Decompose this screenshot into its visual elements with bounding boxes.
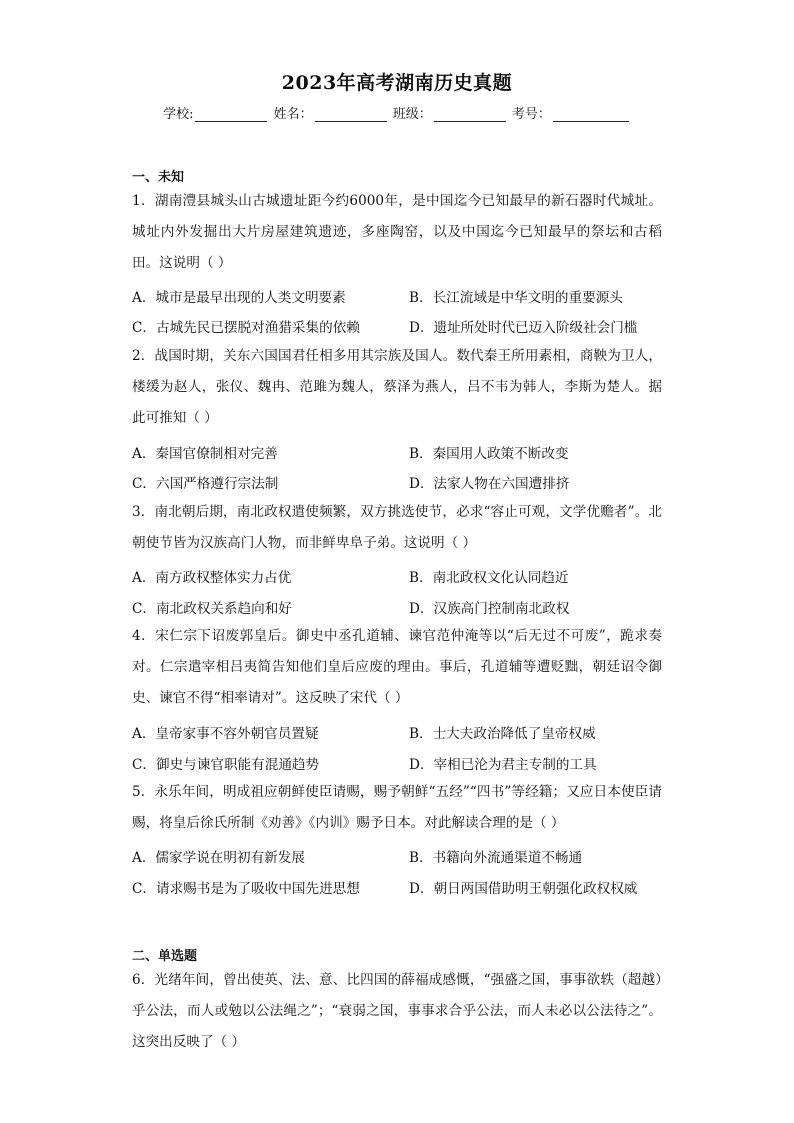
option-row xyxy=(132,472,692,492)
option-d[interactable]: D．遗址所处时代已迈入阶级社会门槛 xyxy=(409,320,638,336)
exam-number-label: 考号： xyxy=(511,107,551,122)
section-title-unknown: 一、未知 xyxy=(132,170,185,185)
page-title: 2023年高考湖南历史真题 xyxy=(281,72,513,94)
question-stem: 1．湖南澧县城头山古城遗址距今约6000年，是中国迄今已知最早的新石器时代城址。城址内外发掘出大片房屋建筑遗迹，多座陶窑，以及中国迄今已知最早的祭坛和古稻田。这说明（ ） xyxy=(132,193,662,271)
class-label: 班级： xyxy=(392,107,432,122)
option-a[interactable]: A．皇帝家事不容外朝官员置疑 xyxy=(132,726,319,742)
option-row xyxy=(132,286,692,306)
section-title-single-choice: 二、单选题 xyxy=(132,949,198,964)
option-d[interactable]: D．汉族高门控制南北政权 xyxy=(409,601,570,617)
option-a[interactable]: A．秦国官僚制相对完善 xyxy=(132,446,278,462)
option-b[interactable]: B．书籍向外流通渠道不畅通 xyxy=(409,850,583,866)
option-row xyxy=(132,722,692,742)
option-a[interactable]: A．儒家学说在明初有新发展 xyxy=(132,850,305,866)
class-blank[interactable] xyxy=(434,109,506,122)
option-b[interactable]: B．南北政权文化认同趋近 xyxy=(409,570,569,586)
option-a[interactable]: A．南方政权整体实力占优 xyxy=(132,570,292,586)
name-blank[interactable] xyxy=(315,109,387,122)
option-b[interactable]: B．秦国用人政策不断改变 xyxy=(409,446,569,462)
option-b[interactable]: B．长江流域是中华文明的重要源头 xyxy=(409,290,623,306)
question-stem: 4．宋仁宗下诏废郭皇后。御史中丞孔道辅、谏官范仲淹等以“后无过不可废”，跪求奏对。仁宗遣宰相吕夷简告知他们皇后应废的理由。事后，孔道辅等遭贬黜，朝廷诏令御史、谏官不得“相率请对”。这反映了宋代（ ） xyxy=(132,628,662,706)
option-row xyxy=(132,877,692,897)
option-row xyxy=(132,316,692,336)
option-c[interactable]: C．六国严格遵行宗法制 xyxy=(132,476,279,492)
question-stem: 3．南北朝后期，南北政权遣使频繁，双方挑选使节，必求“容止可观，文学优赡者”。北朝使节皆为汉族高门人物，而非鲜卑阜子弟。这说明（ ） xyxy=(132,504,662,551)
question-stem: 2．战国时期，关东六国国君任相多用其宗族及国人。数代秦王所用素相，商鞅为卫人，楼缓为赵人，张仪、魏冉、范雎为魏人，蔡泽为燕人，吕不韦为韩人，李斯为楚人。据此可推知（ ） xyxy=(132,348,662,426)
school-label: 学校: xyxy=(163,107,194,122)
school-blank[interactable] xyxy=(195,109,267,122)
option-d[interactable]: D．朝日两国借助明王朝强化政权权威 xyxy=(409,881,638,897)
option-row xyxy=(132,442,692,462)
option-a[interactable]: A．城市是最早出现的人类文明要素 xyxy=(132,290,346,306)
student-info-row xyxy=(0,103,794,122)
option-c[interactable]: C．御史与谏官职能有混通趋势 xyxy=(132,757,320,773)
option-row xyxy=(132,566,692,586)
question-stem: 5．永乐年间，明成祖应朝鲜使臣请赐，赐予朝鲜“五经”“四书”等经籍；又应日本使臣请赐，将皇后徐氏所制《劝善》《内训》赐予日本。对此解读合理的是（ ） xyxy=(132,784,662,831)
option-row xyxy=(132,753,692,773)
option-d[interactable]: D．法家人物在六国遭排挤 xyxy=(409,476,570,492)
exam-number-blank[interactable] xyxy=(553,109,629,122)
option-c[interactable]: C．古城先民已摆脱对渔猎采集的依赖 xyxy=(132,320,360,336)
option-c[interactable]: C．南北政权关系趋向和好 xyxy=(132,601,292,617)
question-stem: 6．光绪年间，曾出使英、法、意、比四国的薛福成感慨，“强盛之国，事事欲轶（超越）乎公法，而人或勉以公法绳之”；“衰弱之国，事事求合乎公法，而人未必以公法待之”。这突出反映了（ ） xyxy=(132,972,662,1050)
option-c[interactable]: C．请求赐书是为了吸收中国先进思想 xyxy=(132,881,360,897)
option-b[interactable]: B．士大夫政治降低了皇帝权威 xyxy=(409,726,596,742)
option-row xyxy=(132,846,692,866)
name-label: 姓名： xyxy=(273,107,313,122)
option-row xyxy=(132,597,692,617)
option-d[interactable]: D．宰相已沦为君主专制的工具 xyxy=(409,757,597,773)
